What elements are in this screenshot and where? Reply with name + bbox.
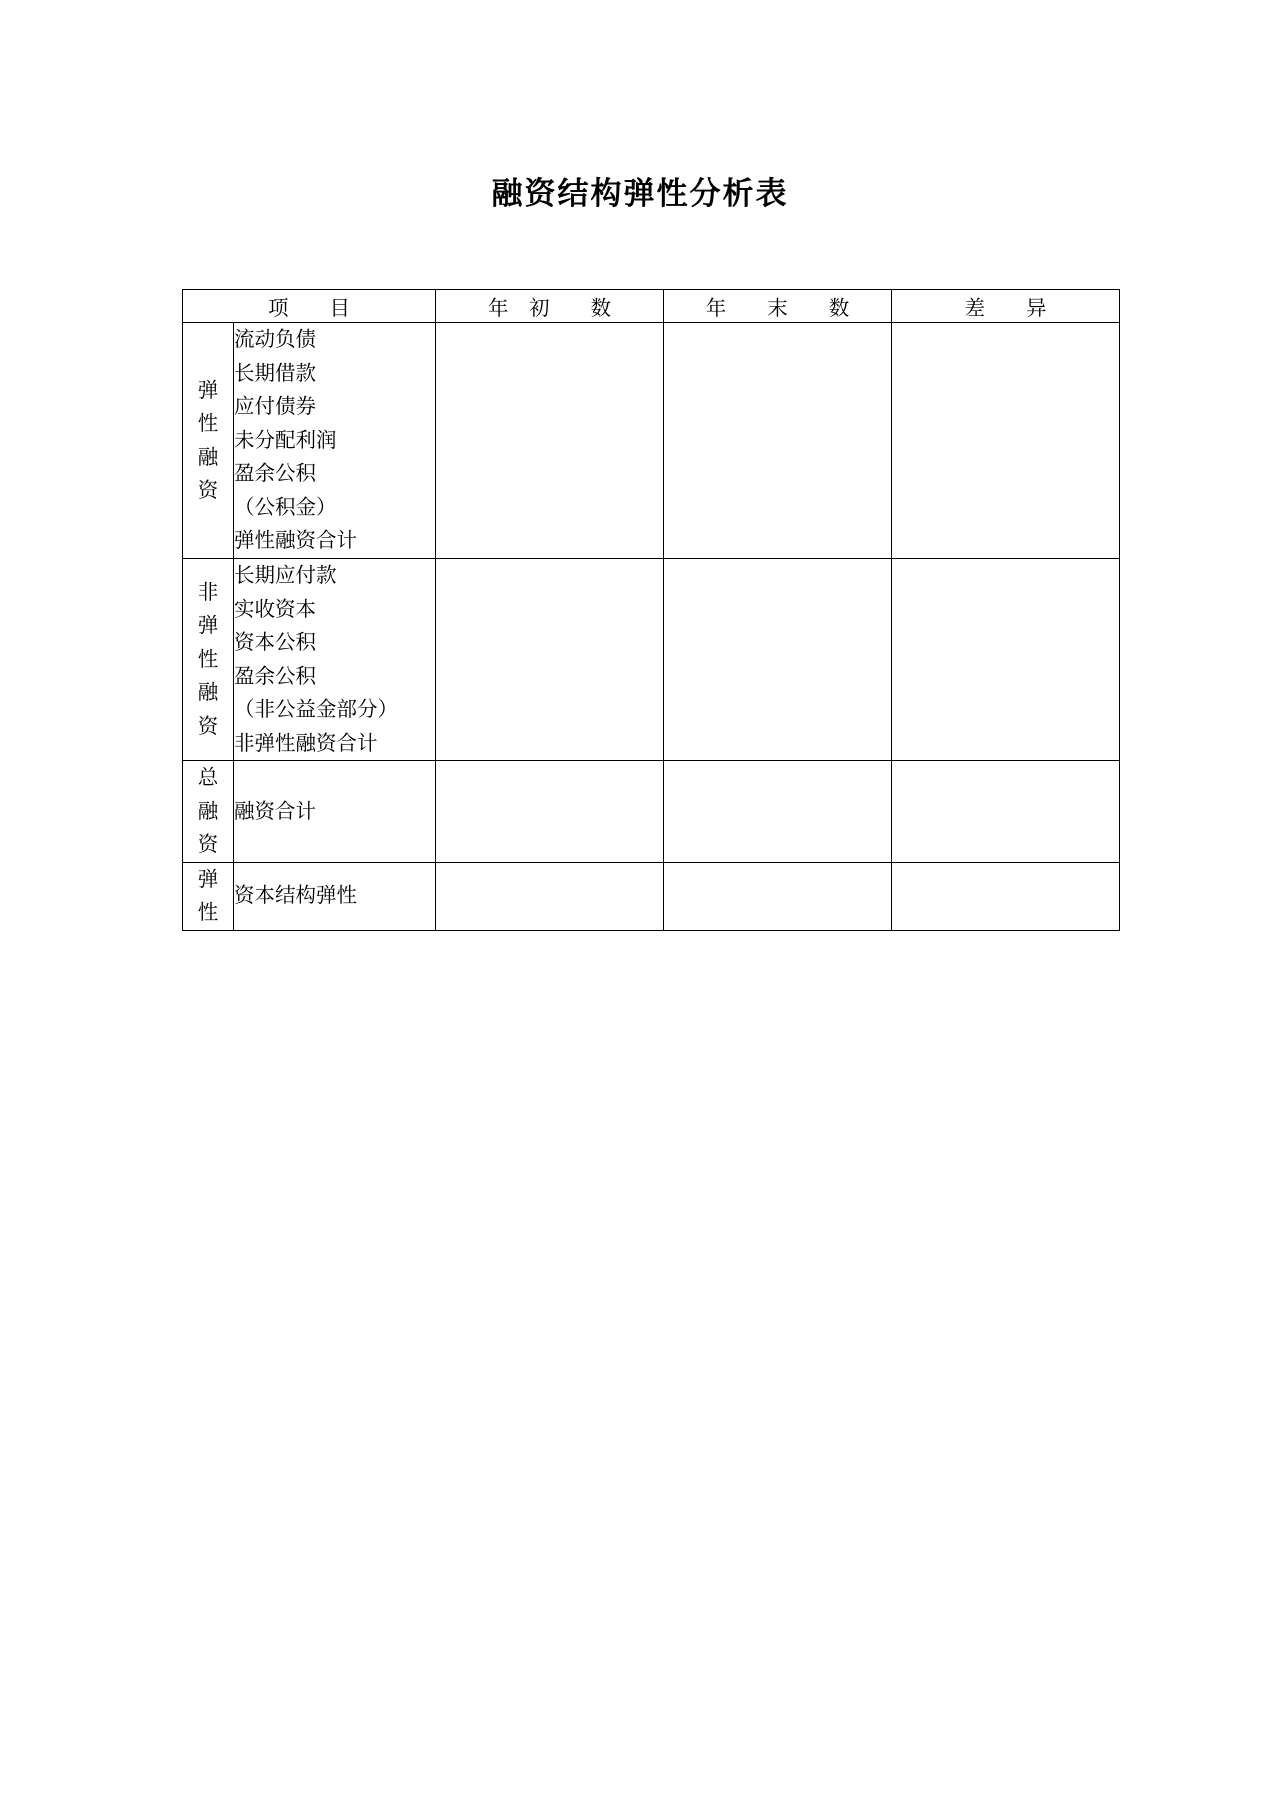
header-item: 项 目 (183, 290, 436, 323)
group-items-total (234, 761, 436, 863)
table-row (183, 761, 1120, 863)
cell-difference (892, 761, 1120, 863)
list-item: 长期应付款 (234, 563, 337, 587)
group-label-total: 总 融 资 (183, 761, 234, 863)
group-label-non-elastic: 非 弹 性 融 资 (183, 559, 234, 761)
cell-year-start (436, 761, 664, 863)
cell-year-end (664, 559, 892, 761)
group-label-elasticity: 弹 性 (183, 862, 234, 930)
financing-structure-table (182, 289, 1120, 931)
list-item: 非弹性融资合计 (234, 730, 378, 755)
cell-year-end (664, 862, 892, 930)
list-item: 流动负债 (234, 327, 316, 351)
list-item: 长期借款 (234, 360, 316, 385)
cell-year-end (664, 761, 892, 863)
list-item: 实收资本 (234, 596, 316, 621)
list-item: 融资合计 (234, 798, 316, 823)
list-item: 资本结构弹性 (234, 883, 357, 908)
header-difference: 差 异 (892, 290, 1120, 323)
group-items-non-elastic (234, 559, 436, 761)
table-header-row (183, 290, 1120, 323)
group-label-elastic: 弹 性 融 资 (183, 323, 234, 559)
cell-year-start (436, 862, 664, 930)
header-year-start: 年 初 数 (436, 290, 664, 323)
list-item: 应付债券 (234, 394, 316, 418)
list-item: 弹性融资合计 (234, 528, 357, 552)
cell-difference (892, 559, 1120, 761)
cell-year-start (436, 559, 664, 761)
cell-difference (892, 323, 1120, 559)
cell-difference (892, 862, 1120, 930)
table-row (183, 323, 1120, 559)
page-title: 融资结构弹性分析表 (491, 176, 789, 212)
table-row (183, 862, 1120, 930)
list-item: 资本公积 (234, 630, 316, 654)
group-items-elasticity (234, 862, 436, 930)
group-items-elastic (234, 323, 436, 559)
list-item: （公积金） (234, 494, 337, 519)
header-year-end: 年 末 数 (664, 290, 892, 323)
cell-year-end (664, 323, 892, 559)
list-item: 盈余公积 (234, 663, 316, 688)
list-item: 未分配利润 (234, 427, 337, 452)
list-item: 盈余公积 (234, 461, 316, 485)
cell-year-start (436, 323, 664, 559)
table-row (183, 559, 1120, 761)
list-item: （非公益金部分） (234, 697, 398, 721)
